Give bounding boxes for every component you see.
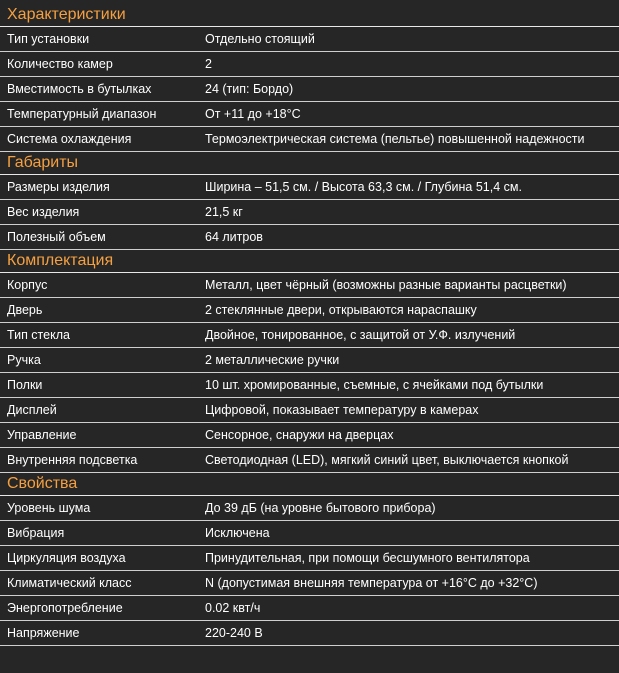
spec-name: Корпус xyxy=(7,278,48,292)
spec-row-glass xyxy=(0,323,619,348)
spec-value: 24 (тип: Бордо) xyxy=(205,82,294,96)
section-characteristics xyxy=(0,4,619,152)
spec-value: Цифровой, показывает температуру в камерах xyxy=(205,403,479,417)
spec-name: Внутренняя подсветка xyxy=(7,453,138,467)
section-equipment xyxy=(0,250,619,473)
spec-name: Напряжение xyxy=(7,626,80,640)
spec-row-lighting xyxy=(0,448,619,473)
spec-row-display xyxy=(0,398,619,423)
spec-name: Вибрация xyxy=(7,526,65,540)
spec-value: Исключена xyxy=(205,526,270,540)
spec-value: 10 шт. хромированные, съемные, с ячейками под бутылки xyxy=(205,378,544,392)
spec-name: Ручка xyxy=(7,353,41,367)
spec-row-cooling xyxy=(0,127,619,152)
spec-value: 0.02 квт/ч xyxy=(205,601,261,615)
spec-name: Дисплей xyxy=(7,403,57,417)
spec-name: Температурный диапазон xyxy=(7,107,157,121)
section-title: Характеристики xyxy=(0,4,619,27)
spec-row-airflow xyxy=(0,546,619,571)
spec-value: 64 литров xyxy=(205,230,263,244)
spec-value: N (допустимая внешняя температура от +16°С до +32°С) xyxy=(205,576,538,590)
spec-value: Светодиодная (LED), мягкий синий цвет, выключается кнопкой xyxy=(205,453,569,467)
spec-value: Металл, цвет чёрный (возможны разные варианты расцветки) xyxy=(205,278,567,292)
spec-row-shelves xyxy=(0,373,619,398)
spec-value: 220-240 В xyxy=(205,626,263,640)
spec-row-power xyxy=(0,596,619,621)
spec-name: Система охлаждения xyxy=(7,132,132,146)
spec-name: Количество камер xyxy=(7,57,113,71)
spec-name: Дверь xyxy=(7,303,43,317)
spec-row-temperature xyxy=(0,102,619,127)
section-title: Свойства xyxy=(0,473,619,496)
section-title: Габариты xyxy=(0,152,619,175)
spec-row-voltage xyxy=(0,621,619,646)
spec-name: Климатический класс xyxy=(7,576,132,590)
spec-row-door xyxy=(0,298,619,323)
spec-value: 2 xyxy=(205,57,212,71)
section-properties xyxy=(0,473,619,646)
spec-row-install-type xyxy=(0,27,619,52)
spec-value: 2 стеклянные двери, открываются нараспашку xyxy=(205,303,477,317)
spec-name: Вес изделия xyxy=(7,205,80,219)
spec-name: Вместимость в бутылках xyxy=(7,82,152,96)
spec-name: Тип стекла xyxy=(7,328,70,342)
spec-row-handle xyxy=(0,348,619,373)
spec-name: Энергопотребление xyxy=(7,601,123,615)
spec-value: 21,5 кг xyxy=(205,205,243,219)
spec-name: Уровень шума xyxy=(7,501,91,515)
spec-name: Размеры изделия xyxy=(7,180,110,194)
spec-name: Циркуляция воздуха xyxy=(7,551,126,565)
spec-name: Управление xyxy=(7,428,77,442)
spec-value: Принудительная, при помощи бесшумного вентилятора xyxy=(205,551,530,565)
spec-row-vibration xyxy=(0,521,619,546)
spec-value: От +11 до +18°С xyxy=(205,107,301,121)
spec-value: До 39 дБ (на уровне бытового прибора) xyxy=(205,501,436,515)
spec-name: Полезный объем xyxy=(7,230,106,244)
spec-row-climate-class xyxy=(0,571,619,596)
spec-value: Термоэлектрическая система (пельтье) повышенной надежности xyxy=(205,132,585,146)
spec-row-body xyxy=(0,273,619,298)
spec-value: Ширина – 51,5 см. / Высота 63,3 см. / Глубина 51,4 см. xyxy=(205,180,522,194)
spec-row-capacity xyxy=(0,77,619,102)
spec-row-volume xyxy=(0,225,619,250)
spec-row-weight xyxy=(0,200,619,225)
spec-row-size xyxy=(0,175,619,200)
spec-row-chambers xyxy=(0,52,619,77)
spec-value: Отдельно стоящий xyxy=(205,32,315,46)
spec-name: Полки xyxy=(7,378,43,392)
spec-row-control xyxy=(0,423,619,448)
section-title: Комплектация xyxy=(0,250,619,273)
spec-name: Тип установки xyxy=(7,32,90,46)
spec-value: Сенсорное, снаружи на дверцах xyxy=(205,428,394,442)
spec-value: Двойное, тонированное, с защитой от У.Ф. излучений xyxy=(205,328,516,342)
spec-row-noise xyxy=(0,496,619,521)
spec-value: 2 металлические ручки xyxy=(205,353,340,367)
section-dimensions xyxy=(0,152,619,250)
